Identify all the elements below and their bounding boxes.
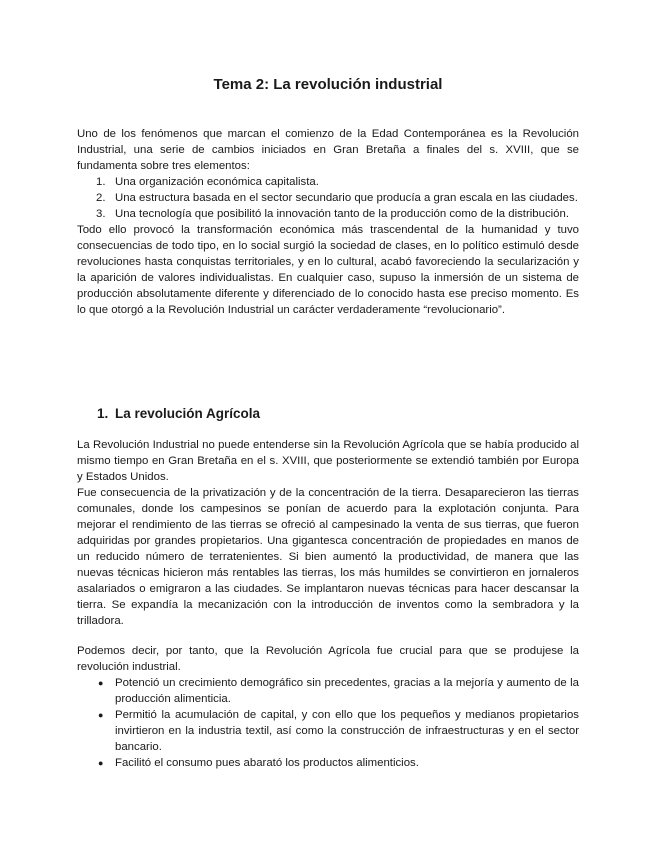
list-item xyxy=(77,190,579,206)
section-body xyxy=(77,437,579,629)
bullet-icon: ● xyxy=(98,710,104,720)
section-number: 1. xyxy=(97,406,109,421)
list-item-text: Facilitó el consumo pues abarató los productos alimenticios. xyxy=(115,757,419,769)
section-paragraph-1: La Revolución Industrial no puede entenderse sin la Revolución Agrícola que se había producido al mismo tiempo en Gran Bretaña en el s. XVIII, que posteriormente se extendió también por Europa y Estados Unidos. xyxy=(77,439,579,483)
bullet-icon: ● xyxy=(98,678,104,688)
document-title: Tema 2: La revolución industrial xyxy=(213,76,443,93)
list-item-text: Permitió la acumulación de capital, y con ello que los pequeños y medianos propietarios invirtieron en la industria textil, así como la construcción de infraestructuras y en el sector bancario. xyxy=(115,709,579,753)
list-number: 2. xyxy=(96,192,106,204)
intro-numbered-list xyxy=(77,174,579,222)
bullet-icon: ● xyxy=(98,758,104,768)
list-item-text: Una organización económica capitalista. xyxy=(115,176,319,188)
list-item xyxy=(77,206,579,222)
section-paragraph-3: Podemos decir, por tanto, que la Revolución Agrícola fue crucial para que se produjese la revolución industrial. xyxy=(77,645,579,673)
section-paragraph-2: Fue consecuencia de la privatización y de la concentración de la tierra. Desaparecieron las tierras comunales, donde los campesinos se ponían de acuerdo para la explotación conjunta. Para mejorar el rendimiento de las tierras se ofreció al campesinado la venta de sus tierras, que fueron adquiridas por grandes propietarios. Una gigantesca concentración de propiedades en manos de un reducido número de terratenientes. Si bien aumentó la productividad, de manera que las nuevas técnicas hicieron más rentables las tierras, los más humildes se convirtieron en jornaleros asalariados o emigraron a las ciudades. Se implantaron nuevas técnicas para hacer descansar la tierra. Se expandía la mecanización con la introducción de inventos como la sembradora y la trilladora. xyxy=(77,487,579,627)
section-title: La revolución Agrícola xyxy=(115,406,261,421)
list-item xyxy=(77,755,579,771)
list-number: 1. xyxy=(96,176,106,188)
list-item-text: Una tecnología que posibilitó la innovación tanto de la producción como de la distribución. xyxy=(115,208,570,220)
intro-conclusion-paragraph: Todo ello provocó la transformación económica más trascendental de la humanidad y tuvo consecuencias de todo tipo, en lo social surgió la sociedad de clases, en lo político estimuló desde revoluciones hasta conquistas territoriales, y en lo cultural, acabó favoreciendo la secularización y la aparición de valores individualistas. En cualquier caso, supuso la inmersión de un sistema de producción absolutamente diferente y diferenciado de lo conocido hasta ese preciso momento. Es lo que otorgó a la Revolución Industrial un carácter verdaderamente “revolucionario”. xyxy=(77,224,579,316)
section-heading xyxy=(97,405,260,423)
intro-section xyxy=(77,126,579,318)
bullet-list xyxy=(77,675,579,771)
intro-paragraph: Uno de los fenómenos que marcan el comienzo de la Edad Contemporánea es la Revolución Industrial, una serie de cambios iniciados en Gran Bretaña a finales del s. XVIII, que se fundamenta sobre tres elementos: xyxy=(77,128,579,172)
section-conclusion xyxy=(77,643,579,771)
list-item-text: Potenció un crecimiento demográfico sin precedentes, gracias a la mejoría y aumento de la producción alimenticia. xyxy=(115,677,579,705)
list-item xyxy=(77,707,579,755)
list-item xyxy=(77,174,579,190)
list-item-text: Una estructura basada en el sector secundario que producía a gran escala en las ciudades. xyxy=(115,192,578,204)
list-number: 3. xyxy=(96,208,106,220)
list-item xyxy=(77,675,579,707)
